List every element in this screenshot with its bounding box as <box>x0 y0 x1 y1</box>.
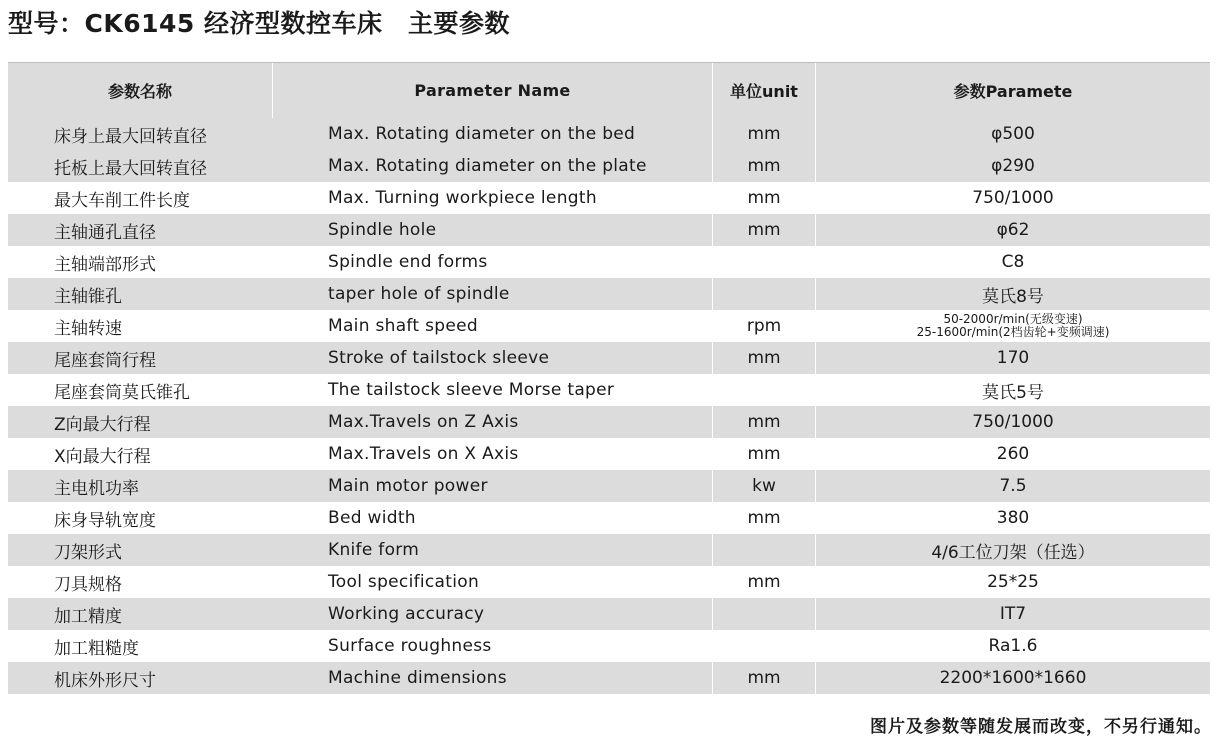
table-row <box>8 310 1210 342</box>
table-row <box>8 406 1210 438</box>
header-parameter-name-cn: 参数名称 <box>107 82 172 101</box>
row-unit <box>712 374 815 406</box>
table-row <box>8 118 1210 150</box>
table-row <box>8 598 1210 630</box>
row-name-en: Spindle end forms <box>328 252 488 272</box>
row-unit: mm <box>712 566 815 598</box>
speed-line-stepless: 50-2000r/min(无级变速) <box>943 312 1083 326</box>
row-unit: mm <box>712 438 815 470</box>
row-name-cn: X向最大行程 <box>54 446 151 467</box>
row-unit <box>712 534 815 566</box>
row-unit: mm <box>712 118 815 150</box>
row-name-en: Main motor power <box>328 476 488 496</box>
parameter-table <box>8 62 1210 694</box>
row-name-en: Max.Travels on Z Axis <box>328 412 519 432</box>
row-value: 7.5 <box>815 470 1210 502</box>
row-unit <box>712 598 815 630</box>
table-row <box>8 374 1210 406</box>
table-row <box>8 566 1210 598</box>
row-name-cn: Z向最大行程 <box>54 414 151 435</box>
row-name-cn: 托板上最大回转直径 <box>54 158 207 179</box>
row-value: 750/1000 <box>815 406 1210 438</box>
row-name-cn: 刀架形式 <box>54 542 122 563</box>
table-row <box>8 342 1210 374</box>
row-unit: mm <box>712 214 815 246</box>
row-value: 750/1000 <box>815 182 1210 214</box>
header-unit: 单位unit <box>712 63 815 118</box>
row-name-en: taper hole of spindle <box>328 284 510 304</box>
row-name-en: Working accuracy <box>328 604 485 624</box>
row-name-cn: 主轴转速 <box>54 318 122 339</box>
row-name-en: Tool specification <box>328 572 480 592</box>
header-parameter-name-en: Parameter Name <box>272 63 712 118</box>
row-value: IT7 <box>815 598 1210 630</box>
row-name-en: The tailstock sleeve Morse taper <box>328 380 615 400</box>
row-name-cn: 床身导轨宽度 <box>54 510 156 531</box>
table-row <box>8 182 1210 214</box>
table-row <box>8 150 1210 182</box>
table-row <box>8 662 1210 694</box>
row-unit <box>712 246 815 278</box>
row-value: 莫氏8号 <box>815 278 1210 310</box>
row-name-cn: 主轴通孔直径 <box>54 222 156 243</box>
row-name-en: Machine dimensions <box>328 668 507 688</box>
footer-disclaimer: 图片及参数等随发展而改变，不另行通知。 <box>870 717 1212 737</box>
table-row <box>8 246 1210 278</box>
speed-line-gear: 25-1600r/min(2档齿轮+变频调速) <box>916 325 1110 339</box>
row-value: φ62 <box>815 214 1210 246</box>
row-name-cn: 主轴锥孔 <box>54 286 122 307</box>
row-name-cn: 最大车削工件长度 <box>54 190 190 211</box>
row-name-en: Surface roughness <box>328 636 492 656</box>
row-name-en: Max. Rotating diameter on the bed <box>328 124 636 144</box>
row-value: C8 <box>815 246 1210 278</box>
row-unit <box>712 630 815 662</box>
row-value: φ500 <box>815 118 1210 150</box>
row-name-cn: 机床外形尺寸 <box>54 670 156 691</box>
row-name-cn: 尾座套筒行程 <box>54 350 156 371</box>
row-value: 170 <box>815 342 1210 374</box>
row-name-en: Spindle hole <box>328 220 437 240</box>
table-row <box>8 438 1210 470</box>
row-unit: mm <box>712 342 815 374</box>
row-name-cn: 尾座套筒莫氏锥孔 <box>54 382 190 403</box>
row-unit: mm <box>712 182 815 214</box>
row-value: φ290 <box>815 150 1210 182</box>
row-value: 25*25 <box>815 566 1210 598</box>
row-name-en: Max.Travels on X Axis <box>328 444 519 464</box>
row-name-cn: 刀具规格 <box>54 574 122 595</box>
header-parameter-value: 参数Paramete <box>815 63 1210 118</box>
row-value-spindle-speed <box>815 310 1210 342</box>
row-name-en: Max. Turning workpiece length <box>328 188 597 208</box>
table-row <box>8 470 1210 502</box>
row-unit <box>712 278 815 310</box>
row-value: 2200*1600*1660 <box>815 662 1210 694</box>
row-name-cn: 主轴端部形式 <box>54 254 156 275</box>
row-value: 4/6工位刀架（任选） <box>815 534 1210 566</box>
row-unit: rpm <box>712 310 815 342</box>
row-name-en: Bed width <box>328 508 416 528</box>
row-name-en: Max. Rotating diameter on the plate <box>328 156 647 176</box>
row-value: 莫氏5号 <box>815 374 1210 406</box>
table-row <box>8 214 1210 246</box>
table-row <box>8 630 1210 662</box>
row-name-en: Knife form <box>328 540 420 560</box>
row-name-en: Stroke of tailstock sleeve <box>328 348 550 368</box>
row-unit: mm <box>712 662 815 694</box>
row-name-en: Main shaft speed <box>328 316 478 336</box>
table-row <box>8 278 1210 310</box>
row-unit: mm <box>712 150 815 182</box>
page-title: 型号：CK6145 经济型数控车床 主要参数 <box>8 9 511 38</box>
row-unit: mm <box>712 406 815 438</box>
row-unit: kw <box>712 470 815 502</box>
row-name-cn: 主电机功率 <box>54 478 139 499</box>
row-name-cn: 加工粗糙度 <box>54 638 139 659</box>
row-unit: mm <box>712 502 815 534</box>
row-name-cn: 加工精度 <box>54 606 122 627</box>
table-header-row <box>8 63 1210 118</box>
row-value: Ra1.6 <box>815 630 1210 662</box>
table-row <box>8 534 1210 566</box>
table-row <box>8 502 1210 534</box>
row-name-cn: 床身上最大回转直径 <box>54 126 207 147</box>
row-value: 380 <box>815 502 1210 534</box>
row-value: 260 <box>815 438 1210 470</box>
